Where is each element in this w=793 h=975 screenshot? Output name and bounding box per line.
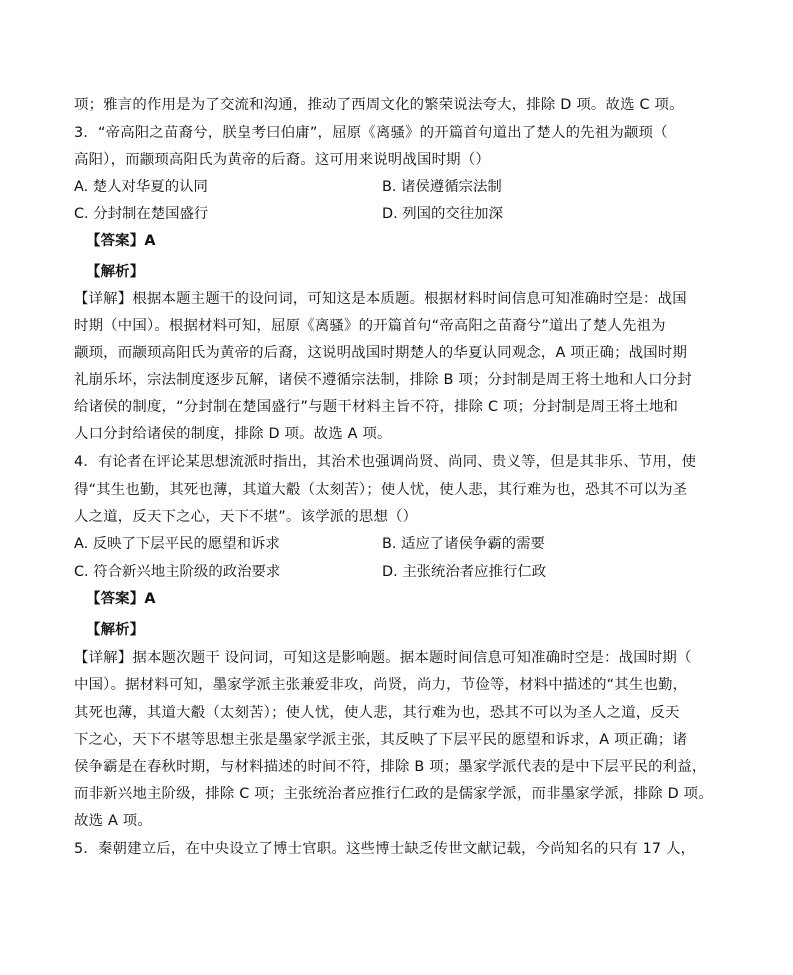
question-4-answer: 【答案】A <box>86 591 156 607</box>
question-4-option-b: B. 适应了诸侯争霸的需要 <box>382 536 545 552</box>
question-4-option-d: D. 主张统治者应推行仁政 <box>382 564 547 580</box>
question-3-analysis-heading: 【解析】 <box>86 264 145 280</box>
question-3-option-a: A. 楚人对华夏的认同 <box>74 179 208 195</box>
question-3-answer: 【答案】A <box>86 233 156 249</box>
question-4-detail: 故选 A 项。 <box>74 813 152 829</box>
question-3-option-d: D. 列国的交往加深 <box>382 206 503 222</box>
question-4-detail: 下之心，天下不堪等思想主张是墨家学派主张，其反映了下层平民的愿望和诉求，A 项正确；诸 <box>74 732 688 748</box>
question-4-option-c: C. 符合新兴地主阶级的政治要求 <box>74 564 281 580</box>
text-line: 项；雅言的作用是为了交流和沟通，推动了西周文化的繁荣说法夸大，排除 D 项。故选 C 项。 <box>74 97 684 113</box>
question-4-detail: 其死也薄，其道大觳（太刻苦）；使人忧，使人悲，其行难为也，恐其不可以为圣人之道，反天 <box>74 705 680 721</box>
question-4-option-a: A. 反映了下层平民的愿望和诉求 <box>74 536 280 552</box>
question-4-stem: 4．有论者在评论某思想流派时指出，其治术也强调尚贤、尚同、贵义等，但是其非乐、节用，使 <box>74 454 697 470</box>
question-3-detail: 礼崩乐坏，宗法制度逐步瓦解，诸侯不遵循宗法制，排除 B 项；分封制是周王将土地和人口分封 <box>74 372 692 388</box>
question-4-detail: 中国）。据材料可知，墨家学派主张兼爱非攻，尚贤，尚力，节俭等，材料中描述的“其生也勤， <box>74 677 688 693</box>
question-3-detail: 人口分封给诸侯的制度，排除 D 项。故选 A 项。 <box>74 426 392 442</box>
question-4-stem-cont: 人之道，反天下之心，天下不堪”。该学派的思想（） <box>74 509 418 525</box>
question-4-detail: 侯争霸是在春秋时期，与材料描述的时间不符，排除 B 项；墨家学派代表的是中下层平民的利益， <box>74 759 707 775</box>
question-4-detail: 而非新兴地主阶级，排除 C 项；主张统治者应推行仁政的是儒家学派，而非墨家学派，排除 D 项。 <box>74 786 713 802</box>
question-3-option-c: C. 分封制在楚国盛行 <box>74 206 209 222</box>
question-3-option-b: B. 诸侯遵循宗法制 <box>382 179 502 195</box>
question-4-detail: 【详解】据本题次题干 设问词，可知这是影响题。据本题时间信息可知准确时空是：战国时期（ <box>74 650 692 666</box>
question-3-detail: 给诸侯的制度，“分封制在楚国盛行”与题干材料主旨不符，排除 C 项；分封制是周王将土地和 <box>74 399 679 415</box>
question-3-stem-cont: 高阳），而颛顼高阳氏为黄帝的后裔。这可用来说明战国时期（） <box>74 152 490 168</box>
question-3-stem: 3．“帝高阳之苗裔兮，朕皇考曰伯庸”，屈原《离骚》的开篇首句道出了楚人的先祖为颛顼（ <box>74 125 668 141</box>
question-3-detail: 颛顼，而颛顼高阳氏为黄帝的后裔，这说明战国时期楚人的华夏认同观念，A 项正确；战国时期 <box>74 345 688 361</box>
question-4-stem-cont: 得“其生也勤，其死也薄，其道大觳（太刻苦）；使人忧，使人悲，其行难为也，恐其不可以为圣 <box>74 482 688 498</box>
question-3-detail: 【详解】根据本题主题干的设问词，可知这是本质题。根据材料时间信息可知准确时空是：战国 <box>74 291 687 307</box>
question-4-analysis-heading: 【解析】 <box>86 622 145 638</box>
question-5-stem: 5．秦朝建立后，在中央设立了博士官职。这些博士缺乏传世文献记载，今尚知名的只有 17 人， <box>74 841 696 857</box>
question-3-detail: 时期（中国）。根据材料可知，屈原《离骚》的开篇首句“帝高阳之苗裔兮”道出了楚人先祖为 <box>74 318 666 334</box>
